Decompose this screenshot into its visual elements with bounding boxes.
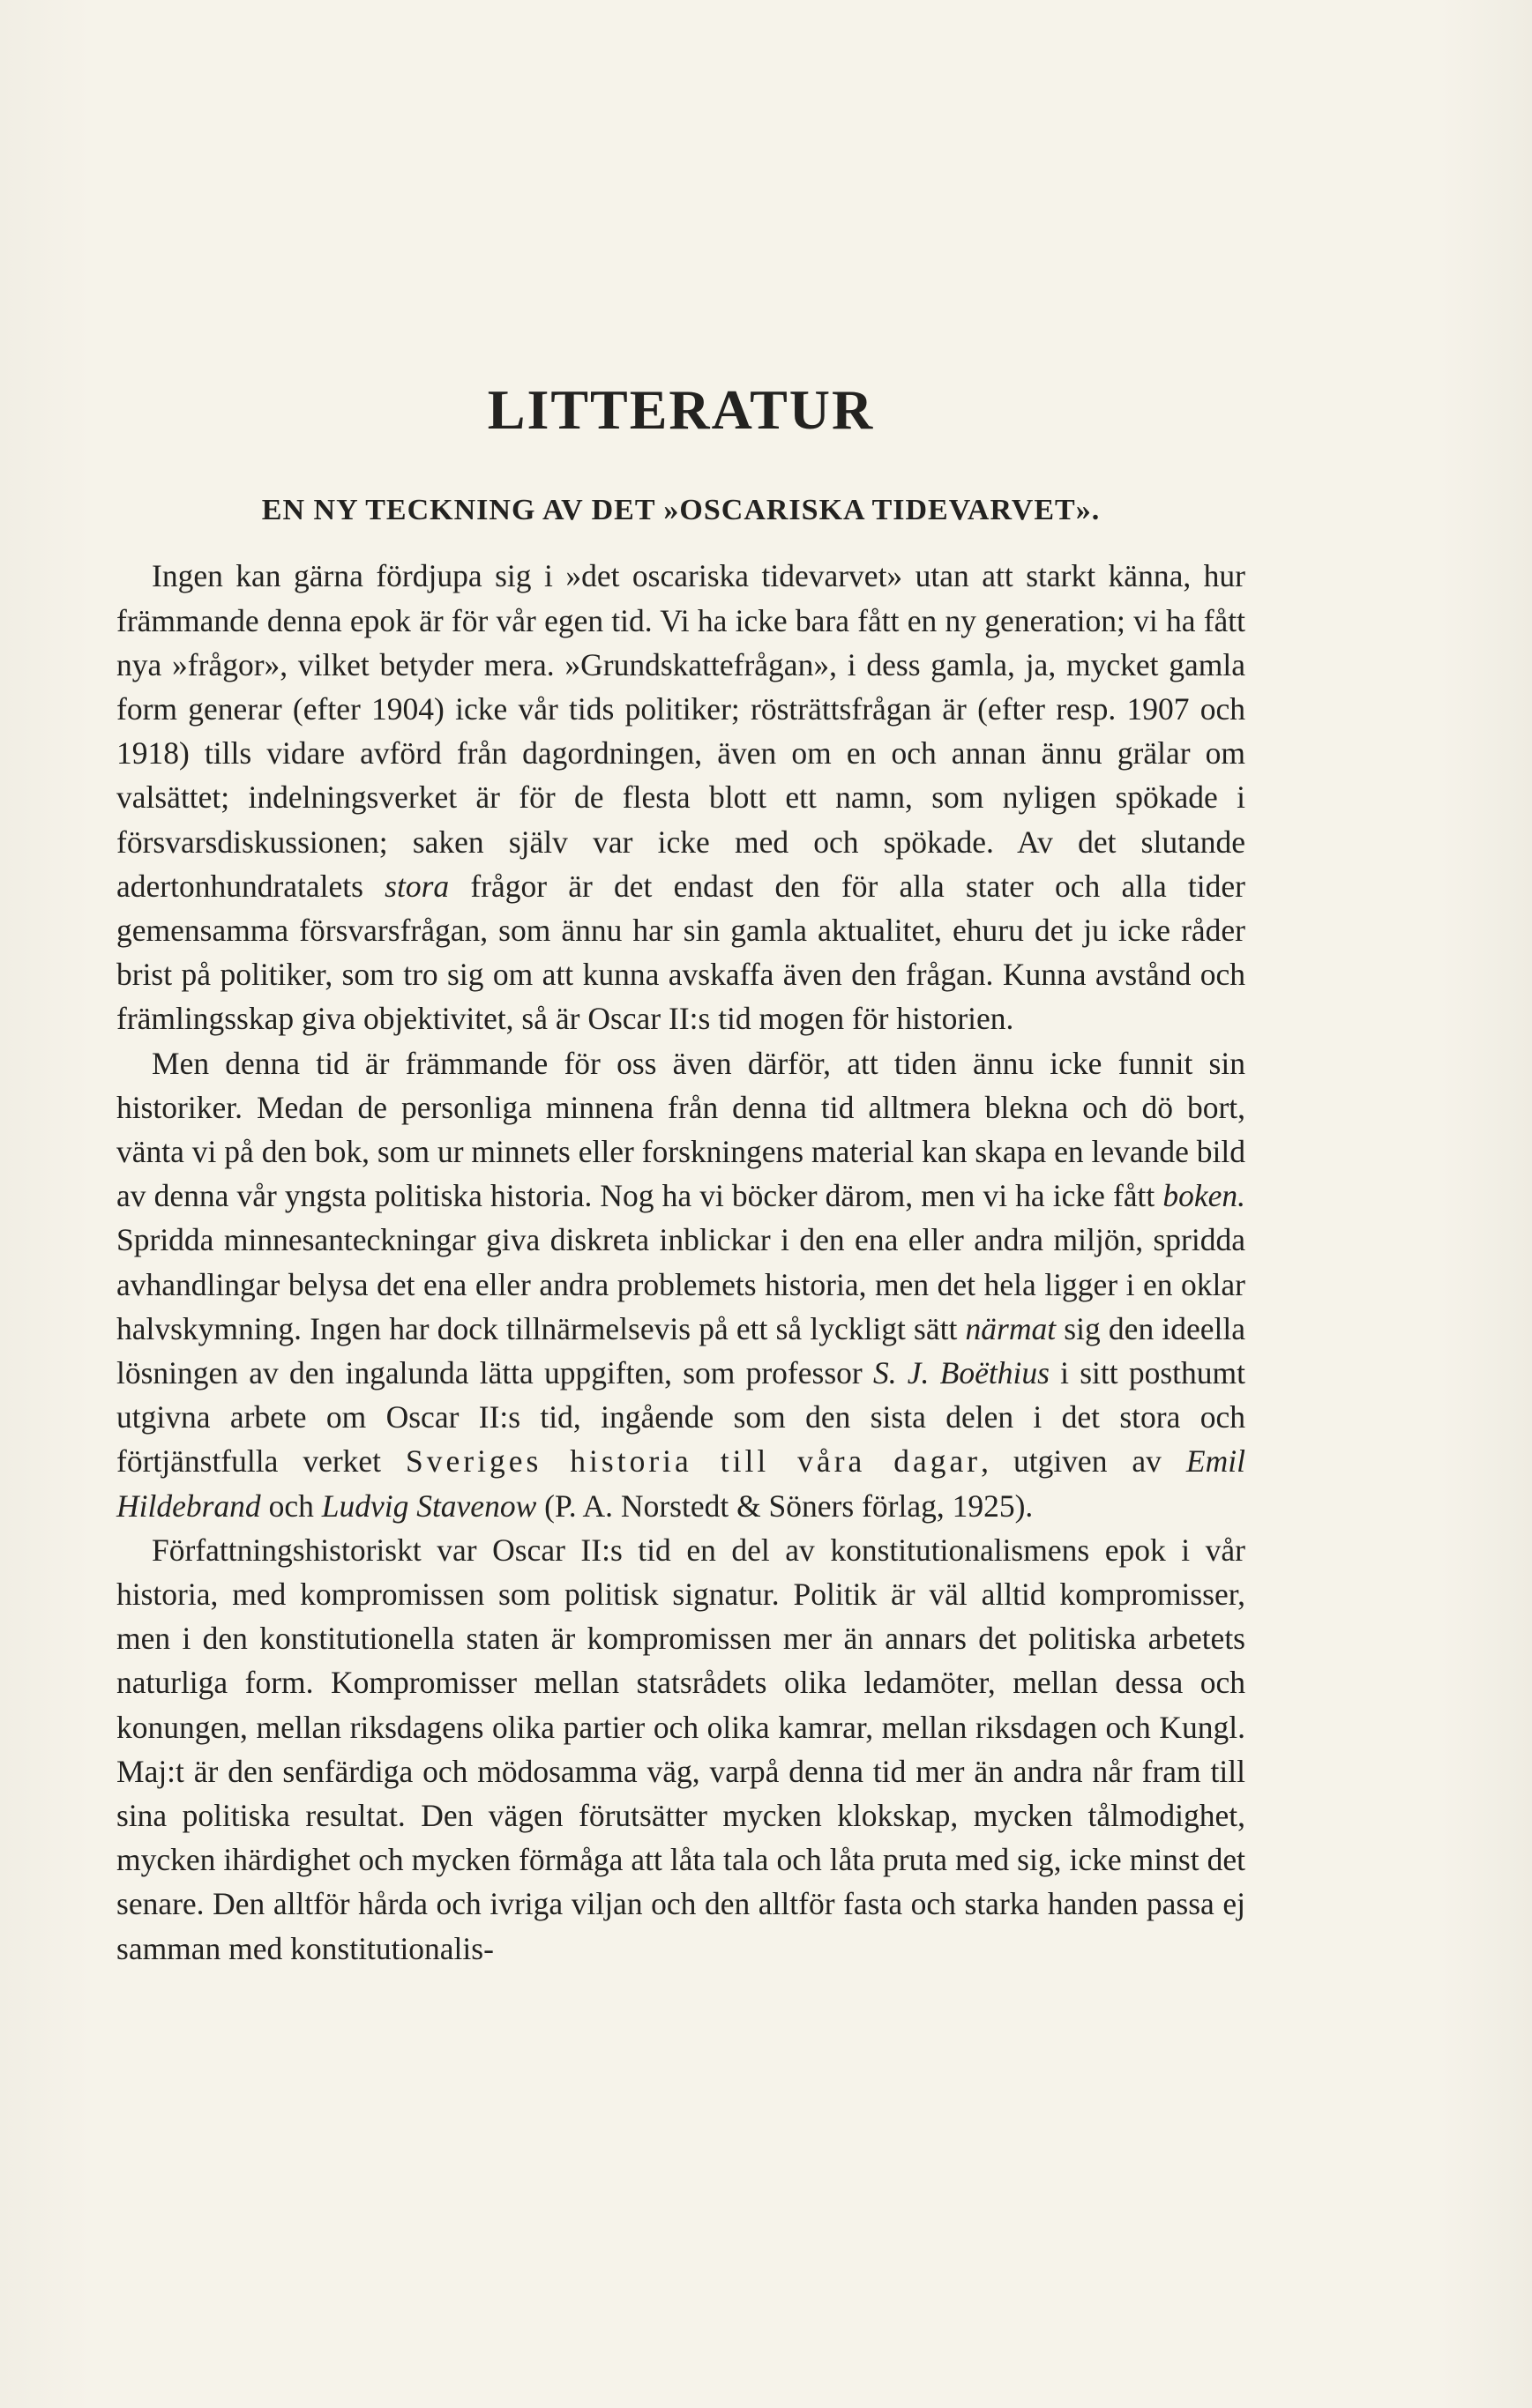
italic-run: närmat [965, 1310, 1057, 1346]
text-run: sig den ideella lösningen av den ingalunda lätta uppgiften, som professor [116, 1310, 1246, 1391]
paragraph-2 [116, 1041, 1245, 1528]
page-title: LITTERATUR [487, 378, 875, 441]
article [116, 353, 1245, 1971]
editor-name: Emil Hildebrand [116, 1443, 1245, 1524]
article-subtitle: EN NY TECKNING AV DET »OSCARISKA TIDEVARVET». [261, 494, 1101, 527]
italic-run: boken. [1162, 1178, 1245, 1214]
paragraph-1 [116, 554, 1245, 1040]
text-run: Författningshistoriskt var Oscar II:s tid en del av konstitutionalismens epok i vår historia, med kompromissen som politisk signatur. Politik är väl alltid kompromisser, men i den konstitutionella staten är kompromissen mer än annars det politiska arbetets naturliga form. Kompromisser mellan statsrådets olika ledamöter, mellan dessa och konungen, mellan riksdagens olika partier och olika kamrar, mellan riksdagen och Kungl. Maj:t är den senfärdiga och mödosamma väg, varpå denna tid mer än andra når fram till sina politiska resultat. Den vägen förutsätter mycken klokskap, mycken tålmodighet, mycken ihärdighet och mycken förmåga att låta tala och låta pruta med sig, icke minst det senare. Den alltför hårda och ivriga viljan och den alltför fasta och starka handen passa ej samman med konstitutionalis- [116, 1532, 1245, 1966]
author-name: S. J. Boëthius [872, 1355, 1050, 1391]
text-run: , utgiven av [981, 1443, 1186, 1480]
editor-name: Ludvig Stavenow [321, 1487, 537, 1524]
italic-run: stora [385, 868, 450, 904]
text-run: (P. A. Norstedt & Söners förlag, 1925). [536, 1487, 1034, 1524]
text-run: Ingen kan gärna fördjupa sig i »det oscariska tidevarvet» utan att starkt känna, hur främmande denna epok är för vår egen tid. Vi ha icke bara fått en ny generation; vi ha fått nya »frågor», vilket betyder mera. »Grundskattefrågan», i dess gamla, ja, mycket gamla form generar (efter 1904) icke vår tids politiker; rösträttsfrågan är (efter resp. 1907 och 1918) tills vidare avförd från dagordningen, även om en och annan ännu grälar om valsättet; indelningsverket är för de flesta blott ett namn, som nyligen spökade i försvarsdiskussionen; saken själv var icke med och spökade. Av det slutande adertonhundratalets [116, 558, 1245, 904]
book-title: Sveriges historia till våra dagar [406, 1443, 982, 1480]
text-run: i sitt posthumt utgivna arbete om Oscar II:s tid, ingående som den sista delen i det stora och förtjänstfulla verket [116, 1355, 1245, 1480]
text-run: frågor är det endast den för alla stater och alla tider gemensamma försvarsfrågan, som ännu har sin gamla aktualitet, ehuru det ju icke råder brist på politiker, som tro sig om att kunna avskaffa även den frågan. Kunna avstånd och främlingsskap giva objektivitet, så är Oscar II:s tid mogen för historien. [116, 868, 1245, 1037]
paragraph-3 [116, 1528, 1245, 1971]
text-run: Men denna tid är främmande för oss även därför, att tiden ännu icke funnit sin historiker. Medan de personliga minnena från denna tid alltmera blekna och dö bort, vänta vi på den bok, som ur minnets eller forskningens material kan skapa en levande bild av denna vår yngsta politiska historia. Nog ha vi böcker därom, men vi ha icke fått [116, 1045, 1245, 1214]
text-run: Spridda minnesanteckningar giva diskreta inblickar i den ena eller andra miljön, spridda avhandlingar belysa det ena eller andra problemets historia, men det hela ligger i en oklar halvskymning. Ingen har dock tillnärmelsevis på ett så lyckligt sätt [116, 1222, 1245, 1346]
text-run: och [260, 1487, 322, 1524]
